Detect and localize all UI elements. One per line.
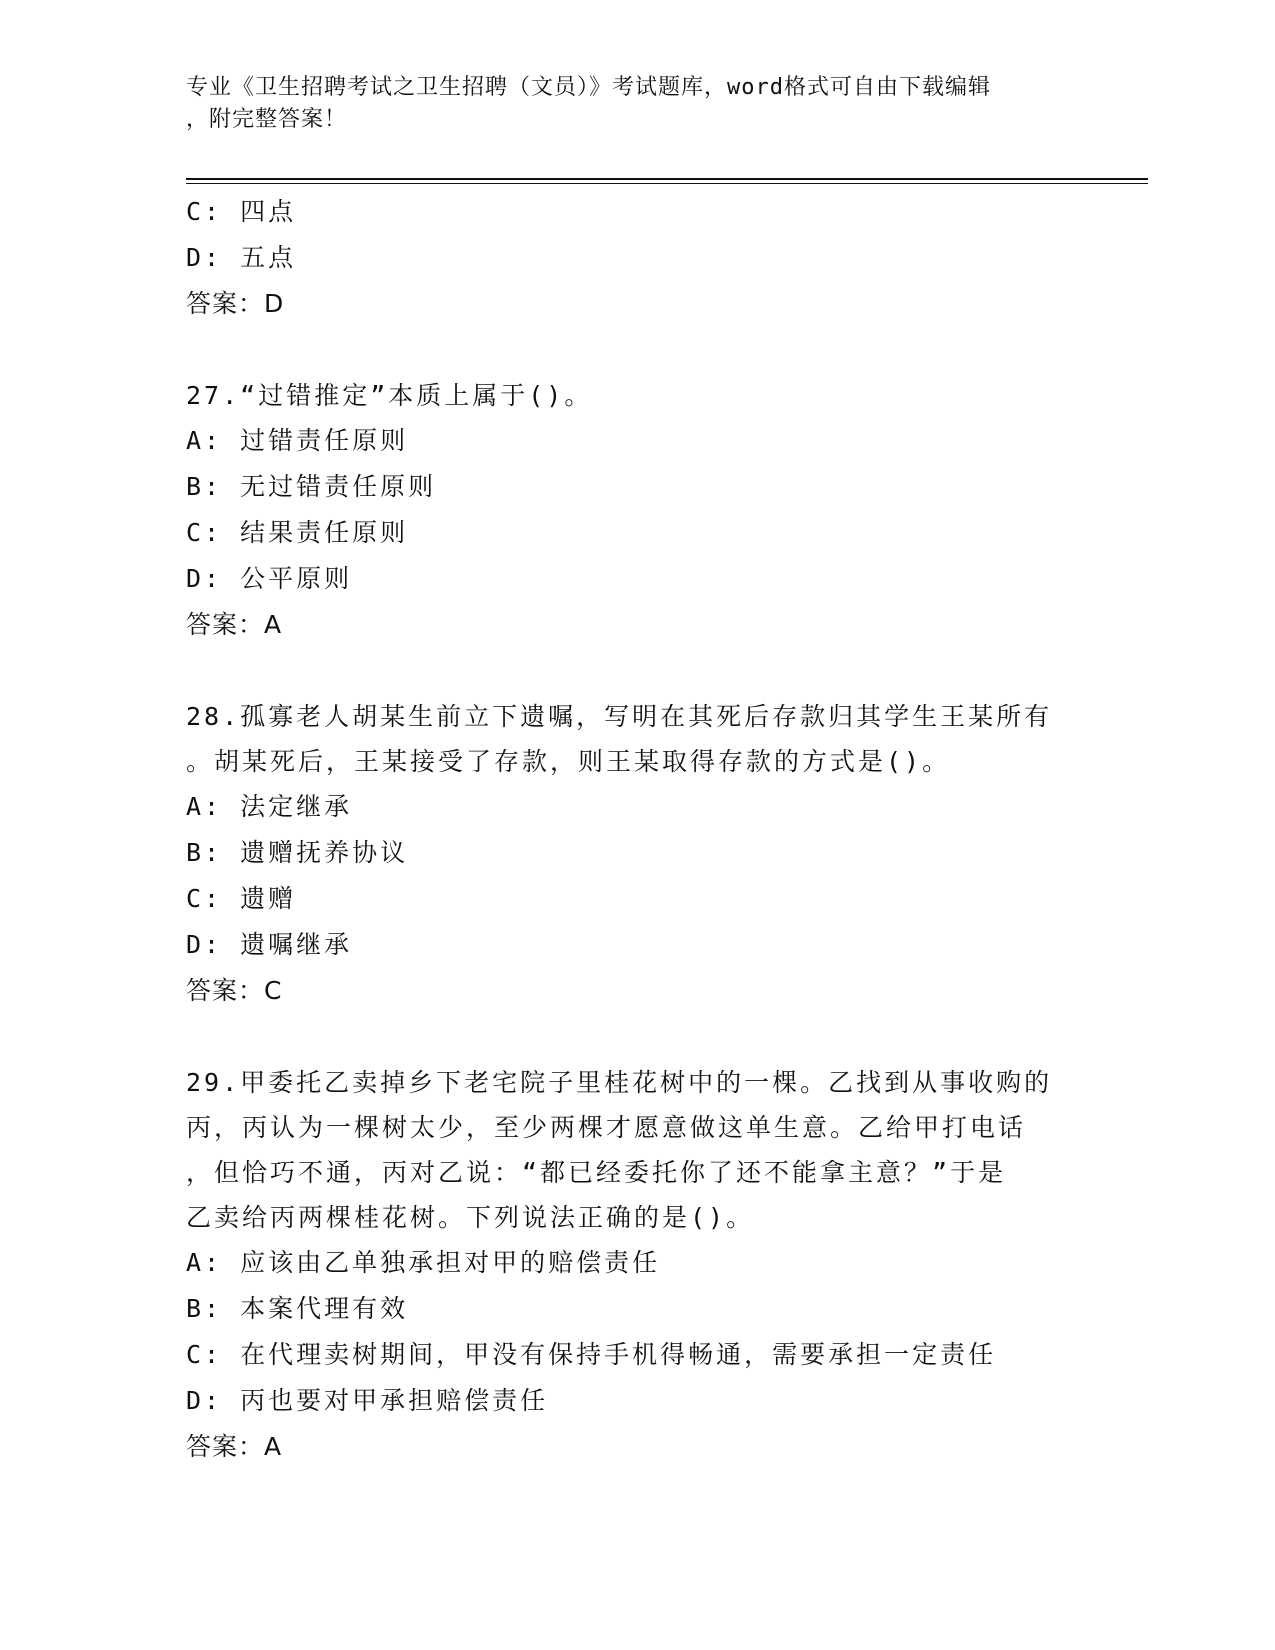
question-28 [186,694,1086,1014]
question-stem [186,1060,1086,1240]
option-c: C: 遗赠 [186,884,297,913]
header-divider-thin [186,183,1148,184]
answer-line: 答案：A [186,1432,283,1461]
document-header [186,72,1066,136]
question-27 [186,373,1086,648]
header-title-line-1: 专业《卫生招聘考试之卫生招聘（文员）》考试题库，word格式可自由下载编辑 [186,75,991,100]
option-c: C: 结果责任原则 [186,518,409,547]
option-c: C: 在代理卖树期间，甲没有保持手机得畅通，需要承担一定责任 [186,1340,997,1369]
option-b: B: 遗赠抚养协议 [186,838,409,867]
header-divider-thick [186,178,1148,180]
header-title-line-2: ，附完整答案！ [186,107,348,132]
answer-line: 答案：D [186,289,285,318]
option-d: D: 丙也要对甲承担赔偿责任 [186,1386,549,1415]
stem-line: 。胡某死后，王某接受了存款，则王某取得存款的方式是()。 [186,747,951,776]
spacer [186,1014,1086,1060]
option-d: D: 五点 [186,243,297,272]
spacer [186,648,1086,694]
spacer [186,327,1086,373]
stem-line: 乙卖给丙两棵桂花树。下列说法正确的是()。 [186,1203,755,1232]
option-a: A: 过错责任原则 [186,426,409,455]
stem-line: ，但恰巧不通，丙对乙说：“都已经委托你了还不能拿主意？”于是 [186,1158,1007,1187]
answer-line: 答案：C [186,976,283,1005]
option-b: B: 本案代理有效 [186,1294,409,1323]
stem-line: 27.“过错推定”本质上属于()。 [186,381,593,410]
option-d: D: 公平原则 [186,564,353,593]
option-c: C: 四点 [186,197,297,226]
option-a: A: 法定继承 [186,792,353,821]
stem-line: 丙，丙认为一棵树太少，至少两棵才愿意做这单生意。乙给甲打电话 [186,1113,1027,1142]
answer-line: 答案：A [186,610,283,639]
stem-line: 29.甲委托乙卖掉乡下老宅院子里桂花树中的一棵。乙找到从事收购的 [186,1068,1053,1097]
question-list [186,189,1086,1470]
question-29 [186,1060,1086,1470]
question-stem [186,694,1086,784]
question-stem [186,373,1086,418]
question-26-continued [186,189,1086,327]
stem-line: 28.孤寡老人胡某生前立下遗嘱，写明在其死后存款归其学生王某所有 [186,702,1053,731]
option-d: D: 遗嘱继承 [186,930,353,959]
option-b: B: 无过错责任原则 [186,472,437,501]
option-a: A: 应该由乙单独承担对甲的赔偿责任 [186,1248,661,1277]
